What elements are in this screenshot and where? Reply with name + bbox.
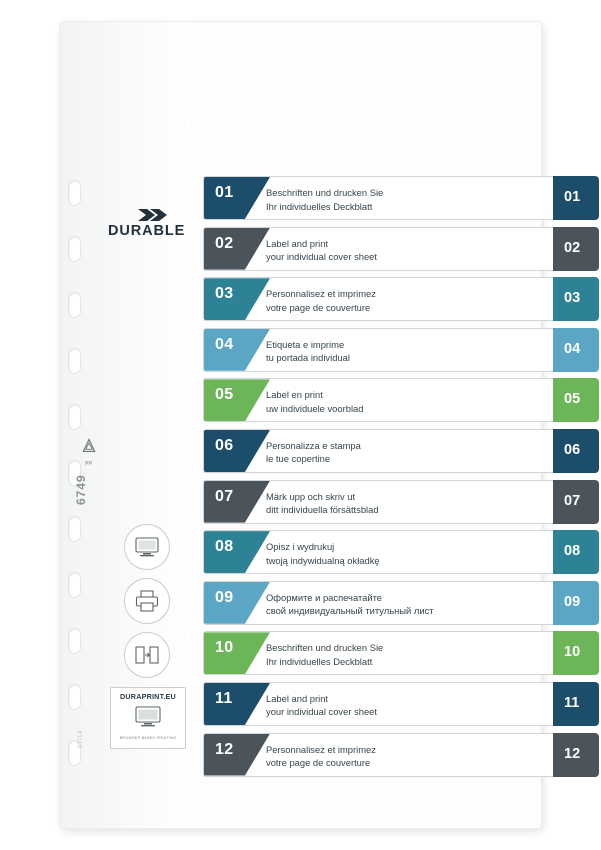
divider-tab-number: 01 (564, 189, 581, 205)
divider-color-block (204, 278, 270, 320)
punch-hole (68, 348, 81, 374)
divider-tab[interactable] (553, 227, 599, 271)
divider-color-block (204, 632, 270, 674)
divider-text-line2: Ihr individuelles Deckblatt (266, 655, 373, 667)
divider-number: 12 (215, 740, 234, 758)
duraprint-subtitle: BROWSER BASED PRINTING (119, 736, 177, 740)
recycle-label: PP (85, 461, 93, 467)
divider-text-line1: Label and print (266, 237, 329, 249)
divider-tab[interactable] (553, 581, 599, 625)
divider-text-line2: votre page de couverture (266, 301, 371, 313)
recycle-mark (74, 438, 104, 467)
divider-text (266, 692, 485, 719)
divider-text-line1: Label en print (266, 389, 323, 401)
divider-text-line1: Opisz i wydrukuj (266, 541, 335, 553)
divider-row (203, 581, 581, 625)
divider-row (203, 631, 581, 675)
divider-number: 06 (215, 436, 234, 454)
divider-tab[interactable] (553, 480, 599, 524)
divider-text-line2: uw individuele voorblad (266, 402, 364, 414)
divider-number: 05 (215, 386, 234, 404)
printer-icon (124, 578, 170, 624)
divider-text (266, 186, 485, 213)
divider-tab[interactable] (553, 682, 599, 726)
divider-tab-number: 02 (564, 239, 581, 256)
divider-tab-number: 12 (564, 745, 581, 762)
divider-color-block (204, 734, 270, 776)
divider-text (266, 338, 485, 365)
divider-number: 04 (215, 335, 234, 353)
punch-hole (68, 180, 81, 206)
punch-hole (68, 572, 81, 598)
punch-hole (68, 404, 81, 430)
divider-text-line1: Märk upp och skriv ut (266, 490, 356, 502)
divider-text-line1: Etiqueta e imprime (266, 338, 345, 350)
divider-number: 03 (215, 285, 234, 303)
divider-tab-number: 03 (564, 290, 581, 307)
divider-tab[interactable] (553, 631, 599, 675)
punch-hole (68, 236, 81, 262)
divider-number: 01 (215, 184, 234, 201)
divider-text (266, 439, 485, 466)
divider-text (266, 237, 485, 264)
divider-text (266, 540, 485, 567)
divider-tab[interactable] (553, 429, 599, 473)
divider-color-block (204, 683, 270, 725)
divider-number: 02 (215, 234, 234, 252)
monitor-icon (124, 524, 170, 570)
divider-row (203, 682, 580, 726)
divider-text-line1: Personnalisez et imprimez (266, 288, 376, 300)
punch-hole (68, 684, 81, 710)
divider-row (203, 176, 581, 220)
punch-holes (68, 180, 86, 760)
divider-color-block (204, 329, 270, 371)
divider-row (203, 733, 581, 777)
divider-text-line2: your individual cover sheet (266, 706, 377, 718)
divider-tab-number: 10 (564, 644, 581, 661)
divider-row (203, 530, 581, 574)
divider-number: 08 (215, 538, 234, 556)
divider-text-line1: Label and print (266, 692, 329, 704)
divider-color-block (204, 177, 270, 219)
divider-tab-number: 04 (564, 340, 581, 357)
divider-color-block (204, 228, 270, 270)
divider-text-line1: Personnalisez et imprimez (266, 743, 376, 755)
divider-color-block (204, 379, 270, 421)
duraprint-monitor-icon (111, 705, 185, 734)
divider-text-line2: свой индивидуальный титульный лист (266, 605, 434, 617)
divider-text (266, 388, 485, 415)
brand-logo (108, 208, 213, 240)
divider-text-line1: Beschriften und drucken Sie (266, 187, 384, 198)
divider-tab[interactable] (553, 277, 599, 321)
divider-row (203, 480, 581, 524)
insert-sheet-icon (124, 632, 170, 678)
divider-tab[interactable] (553, 176, 599, 220)
divider-text-line2: ditt individuella försättsblad (266, 504, 379, 516)
divider-number: 09 (215, 588, 234, 606)
divider-text (266, 641, 485, 668)
divider-tab[interactable] (553, 378, 599, 422)
divider-text (266, 743, 485, 770)
divider-text (266, 591, 485, 618)
divider-tab[interactable] (553, 530, 599, 574)
punch-hole (68, 516, 81, 542)
divider-tab-number: 09 (564, 593, 581, 610)
divider-color-block (204, 430, 270, 472)
brand-name: DURABLE (108, 223, 186, 239)
divider-text (266, 287, 485, 314)
duraprint-box (110, 687, 186, 749)
chevron-icon (138, 208, 213, 221)
divider-tab-number: 11 (564, 694, 580, 711)
divider-number: 11 (215, 689, 233, 707)
divider-tab-number: 06 (564, 441, 581, 458)
duraprint-title: DURAPRINT.EU (120, 692, 176, 701)
divider-row (203, 429, 581, 473)
punch-hole (68, 628, 81, 654)
recycle-icon (80, 438, 98, 455)
divider-text-line2: votre page de couverture (266, 757, 371, 769)
feature-icons (124, 524, 174, 686)
divider-tab[interactable] (553, 733, 599, 777)
divider-number: 10 (215, 639, 234, 657)
divider-row (203, 328, 581, 372)
divider-color-block (204, 481, 270, 523)
divider-tab-number: 05 (564, 391, 581, 408)
divider-text-line2: tu portada individual (266, 352, 350, 364)
divider-number: 07 (215, 487, 234, 505)
side-code-small: 07/14 (78, 729, 84, 748)
divider-text (266, 490, 485, 517)
divider-text-line2: le tue copertine (266, 453, 331, 465)
divider-text-line2: your individual cover sheet (266, 251, 377, 263)
divider-color-block (204, 531, 270, 573)
divider-tab-number: 08 (564, 543, 581, 560)
divider-tab-number: 07 (564, 492, 581, 509)
divider-text-line1: Personalizza e stampa (266, 439, 361, 451)
divider-text-line2: twoją indywidualną okładkę (266, 554, 380, 566)
divider-text-line1: Оформите и распечатайте (266, 591, 382, 603)
divider-row (203, 378, 581, 422)
divider-text-line2: Ihr individuelles Deckblatt (266, 200, 373, 212)
punch-hole (68, 292, 81, 318)
divider-color-block (204, 582, 270, 624)
divider-tab[interactable] (553, 328, 599, 372)
divider-row (203, 227, 581, 271)
side-code: 6749 (74, 474, 88, 505)
divider-text-line1: Beschriften und drucken Sie (266, 642, 384, 654)
divider-row (203, 277, 581, 321)
divider-list (203, 176, 581, 783)
